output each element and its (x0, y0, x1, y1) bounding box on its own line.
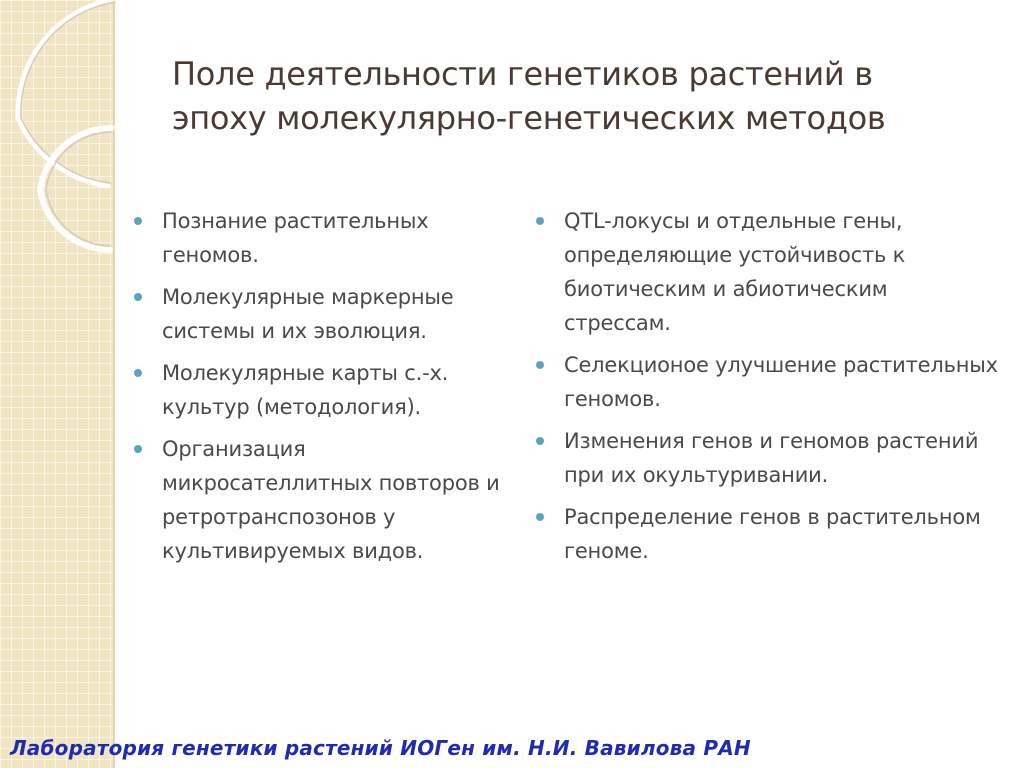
slide-title-line-2: эпоху молекулярно-генетических методов (172, 99, 886, 137)
list-item-text: Организация микросателлитных повторов и ретротранспозонов у культивируемых видов. (162, 437, 500, 563)
decorative-ring-large (18, 0, 112, 186)
bullet-icon (134, 445, 142, 453)
slide-title-line-1: Поле деятельности генетиков растений в (172, 55, 873, 93)
bullet-icon (536, 437, 544, 445)
left-bullet-list (130, 204, 522, 576)
list-item (130, 204, 522, 272)
right-bullet-list (532, 204, 1000, 576)
list-item (532, 204, 1000, 340)
decorative-ring-large-shadow (21, 2, 115, 183)
list-item-text: Распределение генов в растительном геноме. (564, 505, 981, 563)
footer-caption: Лаборатория генетики растений ИОГен им. Н.И. Вавилова РАН (10, 736, 751, 760)
list-item (532, 500, 1000, 568)
list-item (130, 432, 522, 568)
slide-title (172, 52, 992, 140)
list-item-text: Изменения генов и геномов растений при их окультуривании. (564, 429, 979, 487)
bullet-icon (536, 513, 544, 521)
bullet-icon (536, 217, 544, 225)
bullet-icon (134, 293, 142, 301)
list-item (130, 280, 522, 348)
list-item-text: Познание растительных геномов. (162, 209, 429, 267)
bullet-icon (134, 369, 142, 377)
list-item-text: Селекционое улучшение растительных геномов. (564, 353, 998, 411)
list-item-text: QTL-локусы и отдельные гены, определяющие устойчивость к биотическим и абиотическим стрессам. (564, 209, 906, 335)
bullet-icon (134, 217, 142, 225)
list-item-text: Молекулярные маркерные системы и их эволюция. (162, 285, 454, 343)
bullet-icon (536, 361, 544, 369)
list-item-text: Молекулярные карты с.-х. культур (методология). (162, 361, 449, 419)
list-item (130, 356, 522, 424)
list-item (532, 424, 1000, 492)
list-item (532, 348, 1000, 416)
decorative-ring-small (40, 128, 112, 250)
